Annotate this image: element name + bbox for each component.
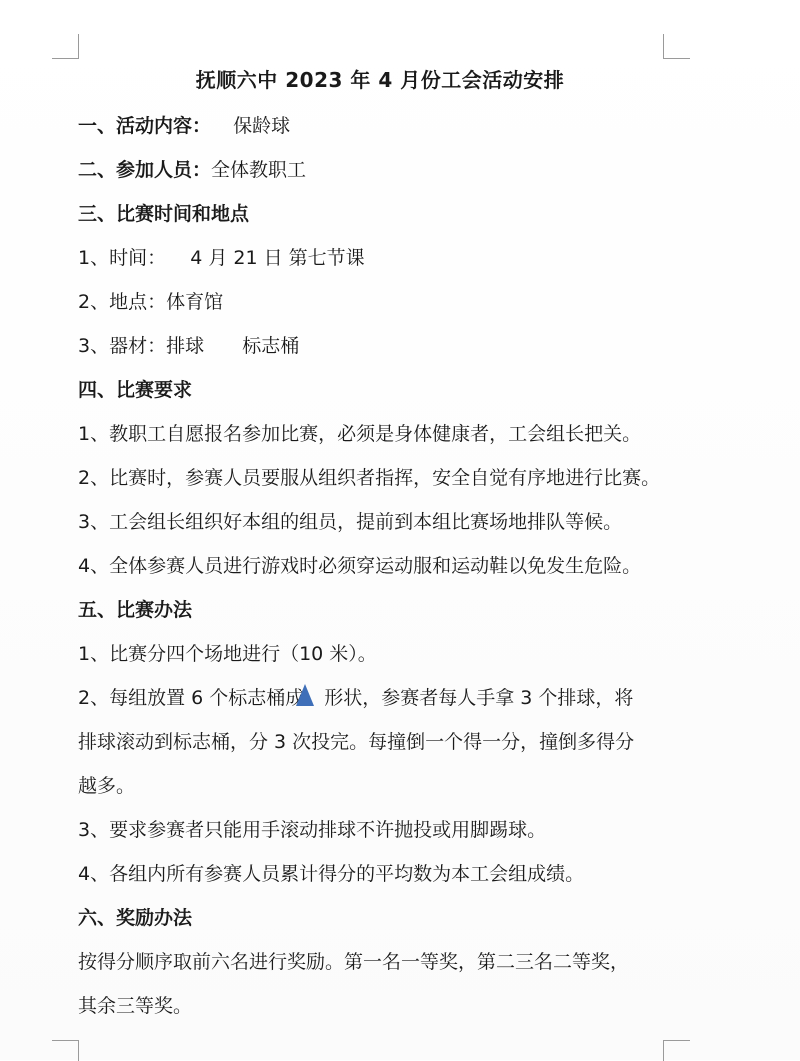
section-requirements [78,376,192,404]
section-label: 五、比赛办法 [78,599,193,621]
item-place: 2、地点：体育馆 [78,291,224,313]
section-rewards [78,904,192,932]
item-time [78,244,365,272]
method-text: 2、每组放置 6 个标志桶成 [78,687,305,709]
method-item: 4、各组内所有参赛人员累计得分的平均数为本工会组成绩。 [78,863,585,885]
method-item: 3、要求参赛者只能用手滚动排球不许抛投或用脚踢球。 [78,819,547,841]
section-value: 保龄球 [233,115,291,137]
crop-mark-top-right [663,34,690,59]
requirement-item: 1、教职工自愿报名参加比赛，必须是身体健康者，工会组长把关。 [78,423,642,445]
triangle-icon [296,684,314,706]
requirement-item: 3、工会组长组织好本组的组员，提前到本组比赛场地排队等候。 [78,511,623,533]
method-item-continued: 排球滚动到标志桶，分 3 次投完。每撞倒一个得一分，撞倒多得分 [78,731,635,753]
section-label: 三、比赛时间和地点 [78,203,250,225]
section-label: 一、活动内容： [78,115,212,137]
section-label: 四、比赛要求 [78,379,193,401]
section-participants [78,156,306,184]
reward-text: 其余三等奖。 [78,995,193,1017]
item-value: 4 月 21 日 第七节课 [190,247,365,269]
item-value: 标志桶 [242,335,300,357]
crop-mark-bottom-left [52,1040,79,1061]
method-item: 1、比赛分四个场地进行（10 米）。 [78,643,377,665]
requirement-item: 4、全体参赛人员进行游戏时必须穿运动服和运动鞋以免发生危险。 [78,555,642,577]
section-value: 全体教职工 [211,159,307,181]
document-title: 抚顺六中 2023 年 4 月份工会活动安排 [195,68,565,92]
crop-mark-bottom-right [663,1040,690,1061]
requirement-item: 2、比赛时，参赛人员要服从组织者指挥，安全自觉有序地进行比赛。 [78,467,661,489]
item-label: 1、时间： [78,247,167,269]
item-equipment [78,332,299,360]
item-label: 3、器材：排球 [78,335,205,357]
method-text: 形状，参赛者每人手拿 3 个排球，将 [324,687,634,709]
section-activity-content [78,112,290,140]
section-label: 二、参加人员： [78,159,212,181]
crop-mark-top-left [52,34,79,59]
reward-text: 按得分顺序取前六名进行奖励。第一名一等奖，第二三名二等奖， [78,951,630,973]
section-method [78,596,192,624]
method-item [78,684,633,712]
method-item-continued: 越多。 [78,775,136,797]
section-time-place [78,200,249,228]
section-label: 六、奖励办法 [78,907,193,929]
